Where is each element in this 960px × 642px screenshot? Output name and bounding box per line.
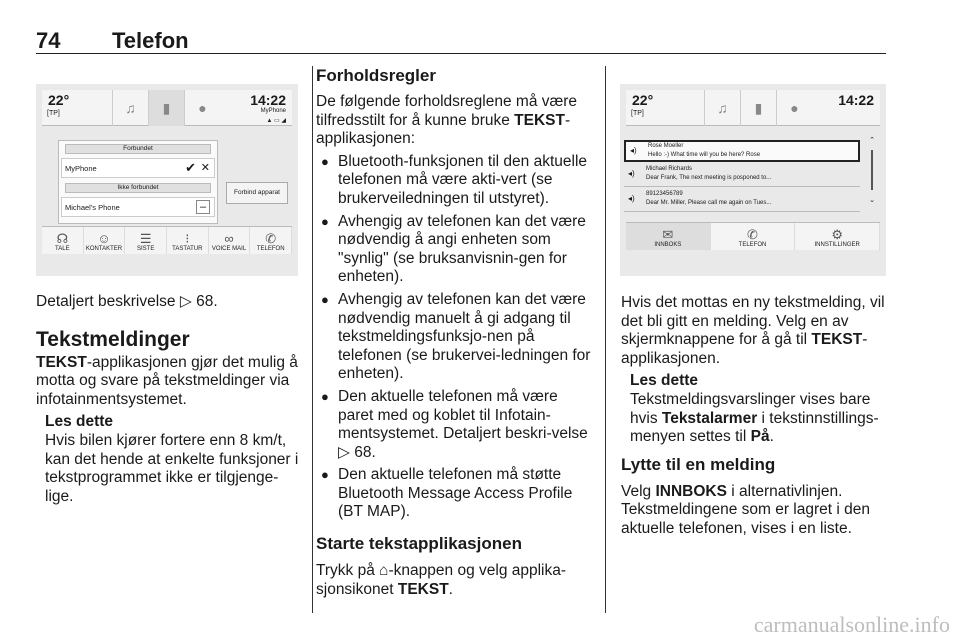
right-column xyxy=(621,294,889,539)
music-icon[interactable]: ♫ xyxy=(112,90,148,126)
connected-device-row[interactable] xyxy=(61,158,215,178)
message-list xyxy=(624,140,860,212)
settings-button[interactable]: ⚙ INNSTILLINGER xyxy=(795,223,880,250)
chapter-title: Telefon xyxy=(112,28,189,53)
phone-name: MyPhone xyxy=(260,108,286,114)
disconnected-header: Ikke forbundet xyxy=(65,183,211,193)
bottom-button-bar xyxy=(626,222,880,250)
list-item: ● Avhengig av telefonen kan det være nødvendig manuelt å gi adgang til tekstmeldingsfunksjo-nen på telefonen (se brukervei-ledningen for enheten). xyxy=(321,290,591,383)
message-item[interactable] xyxy=(624,190,860,212)
inbox-button[interactable]: ✉ INNBOKS xyxy=(626,223,711,250)
phone-icon[interactable]: ▮ xyxy=(740,90,776,126)
voice-icon: ☊ xyxy=(56,231,69,246)
screen-top-bar xyxy=(626,90,880,126)
message-sender: 89123456789 xyxy=(646,191,683,197)
envelope-icon: ✉ xyxy=(662,227,674,242)
device-list-panel xyxy=(58,140,218,224)
connected-header: Forbundet xyxy=(65,144,211,154)
speaker-icon: ◂) xyxy=(628,194,635,203)
recent-button[interactable]: ☰ SISTE xyxy=(125,227,167,254)
app-tabs xyxy=(704,90,812,126)
contacts-icon: ☺ xyxy=(97,231,111,246)
clock: 14:22 xyxy=(250,92,286,108)
watermark: carmanualsonline.info xyxy=(753,612,950,637)
message-item[interactable] xyxy=(624,165,860,187)
chevron-down-icon[interactable]: ⌄ xyxy=(869,197,875,204)
speaker-icon: ◂) xyxy=(630,146,637,155)
message-sender: Rose Moeller xyxy=(648,143,684,149)
bottom-button-bar xyxy=(42,226,292,254)
screen-top-bar xyxy=(42,90,292,126)
keypad-button[interactable]: ⁝ TASTATUR xyxy=(167,227,209,254)
intro-paragraph: De følgende forholdsreglene må være tilfredsstilt for å kunne bruke TEKST-applikasjonen: xyxy=(316,93,578,148)
tp-indicator: [TP] xyxy=(47,110,60,117)
music-icon[interactable]: ♫ xyxy=(704,90,740,126)
status-icons: ▲ ▭ ◢ xyxy=(266,118,286,124)
voicemail-button[interactable]: ∞ VOICE MAIL xyxy=(209,227,251,254)
message-item[interactable] xyxy=(624,140,860,162)
note-block xyxy=(36,413,302,506)
voicemail-icon: ∞ xyxy=(224,231,234,246)
app-tabs xyxy=(112,90,220,126)
close-icon[interactable]: ✕ xyxy=(200,162,210,174)
start-paragraph: Trykk på ⌂-knappen og velg applika-sjonsikonet TEKST. xyxy=(316,562,567,598)
device-name: Michael's Phone xyxy=(65,203,120,212)
contacts-button[interactable]: ☺ KONTAKTER xyxy=(84,227,126,254)
voice-button[interactable]: ☊ TALE xyxy=(42,227,84,254)
left-column xyxy=(36,293,302,506)
temperature: 22° xyxy=(48,92,70,108)
list-item: ● Avhengig av telefonen kan det være nødvendig å angi enheten som "synlig" (se bruksanvisnin-gen for enheten). xyxy=(321,212,586,286)
disconnected-device-row[interactable] xyxy=(61,197,215,217)
speaker-icon: ◂) xyxy=(628,169,635,178)
list-item: ● Den aktuelle telefonen må støtte Bluetooth Message Access Profile (BT MAP). xyxy=(321,466,573,521)
column-divider xyxy=(605,66,606,613)
message-text: Dear Frank, The next meeting is posponed to... xyxy=(646,175,772,181)
phone-icon[interactable]: ▮ xyxy=(148,90,184,126)
list-item: ● Den aktuelle telefonen må være paret med og koblet til Infotain-mentsystemet. Detaljert beskri-velse ▷ 68. xyxy=(321,387,588,461)
listen-paragraph: Velg INNBOKS i alternativlinjen. Tekstmeldingene som er lagret i den aktuelle telefonen, vises i en liste. xyxy=(621,482,870,537)
circle-icon[interactable]: ● xyxy=(184,90,220,126)
page-number: 74 xyxy=(36,28,61,53)
scroll-thumb[interactable] xyxy=(871,150,873,190)
circle-icon[interactable]: ● xyxy=(776,90,812,126)
text-inbox-figure xyxy=(620,84,886,276)
note-text: Hvis bilen kjører fortere enn 8 km/t, kan det hende at enkelte funksjoner i tekstprogrammet ikke er tilgjenge-lige. xyxy=(45,431,299,505)
message-sender: Michael Richards xyxy=(646,166,693,172)
gear-icon: ⚙ xyxy=(831,227,843,242)
intro-paragraph: TEKST-applikasjonen gjør det mulig å motta og svare på tekstmeldinger via infotainmentsystemet. xyxy=(36,353,298,408)
section-heading: Tekstmeldinger xyxy=(36,327,190,351)
temperature: 22° xyxy=(632,92,654,108)
section-heading: Lytte til en melding xyxy=(621,454,776,474)
phone-button[interactable]: ✆ TELEFON xyxy=(711,223,796,250)
intro-paragraph: Hvis det mottas en ny tekstmelding, vil det bli gitt en melding. Velg en av skjermknappene for å gå til TEKST-applikasjonen. xyxy=(621,294,885,367)
note-block xyxy=(621,372,889,446)
middle-column xyxy=(316,66,594,599)
detail-reference: Detaljert beskrivelse ▷ 68. xyxy=(36,293,218,310)
message-text: Hello :-) What time will you be here? Rose xyxy=(648,152,761,158)
tp-indicator: [TP] xyxy=(631,110,644,117)
column-divider xyxy=(312,66,313,613)
message-text: Dear Mr. Miller, Please call me again on Tues... xyxy=(646,200,772,206)
keypad-icon: ⁝ xyxy=(185,231,190,246)
phone-screen-figure xyxy=(36,84,298,276)
sub-heading: Starte tekstapplikasjonen xyxy=(316,534,522,554)
handset-icon: ✆ xyxy=(747,227,758,242)
minus-icon[interactable]: – xyxy=(196,200,210,214)
check-icon[interactable]: ✔ xyxy=(185,160,196,175)
note-title: Les dette xyxy=(630,372,699,390)
chevron-up-icon[interactable]: ⌃ xyxy=(869,137,875,144)
clock: 14:22 xyxy=(838,92,874,108)
section-heading: Forholdsregler xyxy=(316,66,436,85)
device-name: MyPhone xyxy=(65,164,97,173)
scrollbar[interactable] xyxy=(866,136,878,216)
note-title: Les dette xyxy=(45,413,114,431)
handset-icon: ✆ xyxy=(265,231,277,246)
phone-button[interactable]: ✆ TELEFON xyxy=(250,227,292,254)
list-item: ● Bluetooth-funksjonen til den aktuelle telefonen må være akti-vert (se brukerveiledningen til utstyret). xyxy=(321,152,588,207)
page-header xyxy=(36,28,886,54)
connect-device-button[interactable]: Forbind apparat xyxy=(226,182,288,204)
recent-icon: ☰ xyxy=(139,231,152,246)
note-text: Tekstmeldingsvarslinger vises bare hvis Tekstalarmer i tekstinnstillings-menyen settes til På. xyxy=(630,390,879,446)
